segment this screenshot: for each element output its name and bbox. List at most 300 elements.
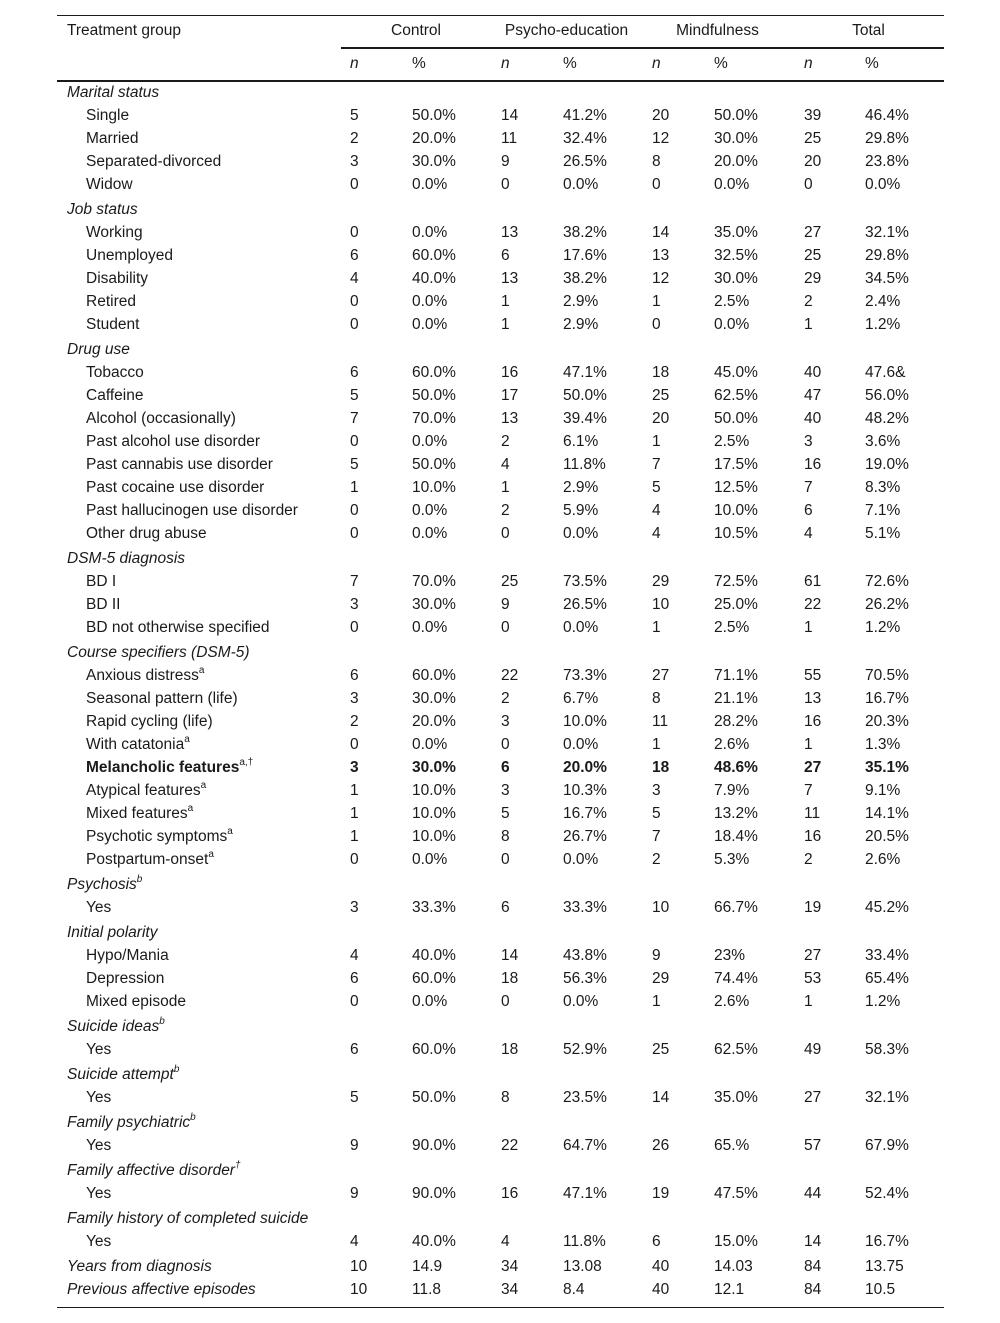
cell-control-pct: 50.0%	[412, 1089, 456, 1106]
cell-control-n: 3	[350, 153, 359, 170]
cell-total-n: 16	[804, 456, 822, 473]
cell-control-n: 10	[350, 1258, 368, 1275]
row-label	[86, 666, 204, 686]
cell-psychoeducation-n: 22	[501, 667, 519, 684]
cell-mindfulness-pct: 15.0%	[714, 1233, 758, 1250]
row-label	[86, 292, 136, 312]
row-label-text: Married	[86, 130, 139, 147]
cell-psychoeducation-pct: 26.5%	[563, 153, 607, 170]
cell-total-n: 6	[804, 502, 813, 519]
cell-psychoeducation-pct: 39.4%	[563, 410, 607, 427]
cell-mindfulness-n: 25	[652, 1041, 670, 1058]
cell-total-pct: 1.3%	[865, 736, 901, 753]
cell-total-n: 40	[804, 410, 822, 427]
cell-psychoeducation-pct: 38.2%	[563, 270, 607, 287]
cell-total-n: 57	[804, 1137, 822, 1154]
cell-mindfulness-pct: 10.0%	[714, 502, 758, 519]
cell-psychoeducation-n: 0	[501, 619, 510, 636]
row-label-text: BD not otherwise specified	[86, 619, 270, 636]
cell-mindfulness-n: 26	[652, 1137, 670, 1154]
cell-psychoeducation-pct: 32.4%	[563, 130, 607, 147]
cell-total-pct: 29.8%	[865, 247, 909, 264]
cell-mindfulness-n: 10	[652, 899, 670, 916]
subheader-pct-control: %	[412, 55, 426, 72]
cell-psychoeducation-pct: 38.2%	[563, 224, 607, 241]
cell-total-pct: 58.3%	[865, 1041, 909, 1058]
cell-mindfulness-pct: 45.0%	[714, 364, 758, 381]
subheader-n-total: n	[804, 55, 813, 72]
cell-control-n: 3	[350, 690, 359, 707]
cell-control-pct: 0.0%	[412, 176, 448, 193]
cell-total-pct: 0.0%	[865, 176, 901, 193]
section-label	[67, 200, 138, 220]
cell-total-n: 27	[804, 759, 822, 776]
cell-mindfulness-n: 1	[652, 993, 661, 1010]
row-label	[86, 524, 207, 544]
row-label	[86, 106, 129, 126]
cell-control-pct: 90.0%	[412, 1137, 456, 1154]
row-label	[86, 223, 143, 243]
cell-control-pct: 40.0%	[412, 1233, 456, 1250]
section-label	[67, 643, 250, 663]
cell-psychoeducation-n: 0	[501, 525, 510, 542]
footnote-marker: a	[187, 802, 194, 814]
cell-total-n: 25	[804, 247, 822, 264]
cell-control-pct: 50.0%	[412, 387, 456, 404]
cell-control-n: 4	[350, 1233, 359, 1250]
cell-total-pct: 65.4%	[865, 970, 909, 987]
cell-psychoeducation-pct: 11.8%	[563, 1233, 606, 1250]
footnote-marker: b	[173, 1063, 180, 1075]
cell-control-pct: 50.0%	[412, 456, 456, 473]
cell-control-pct: 0.0%	[412, 525, 448, 542]
row-label-text: Family history of completed suicide	[67, 1210, 309, 1227]
cell-total-pct: 26.2%	[865, 596, 909, 613]
section-label	[67, 549, 185, 569]
cell-mindfulness-pct: 17.5%	[714, 456, 758, 473]
cell-mindfulness-pct: 62.5%	[714, 387, 758, 404]
cell-total-pct: 33.4%	[865, 947, 909, 964]
cell-psychoeducation-pct: 50.0%	[563, 387, 607, 404]
cell-mindfulness-pct: 14.03	[714, 1258, 753, 1275]
cell-total-n: 2	[804, 851, 813, 868]
cell-control-n: 0	[350, 176, 359, 193]
cell-mindfulness-pct: 72.5%	[714, 573, 758, 590]
cell-control-pct: 10.0%	[412, 828, 456, 845]
cell-psychoeducation-pct: 2.9%	[563, 293, 599, 310]
cell-psychoeducation-n: 9	[501, 153, 510, 170]
cell-psychoeducation-n: 16	[501, 364, 519, 381]
cell-psychoeducation-n: 17	[501, 387, 519, 404]
cell-total-n: 19	[804, 899, 822, 916]
row-label-text: Years from diagnosis	[67, 1258, 212, 1275]
cell-psychoeducation-n: 2	[501, 690, 510, 707]
row-label-text: Psychotic symptoms	[86, 828, 228, 845]
cell-total-n: 11	[804, 805, 821, 822]
cell-psychoeducation-n: 4	[501, 1233, 510, 1250]
cell-mindfulness-n: 1	[652, 736, 661, 753]
cell-psychoeducation-n: 0	[501, 736, 510, 753]
cell-control-pct: 60.0%	[412, 667, 456, 684]
cell-total-n: 25	[804, 130, 822, 147]
header-bottom-rule	[57, 80, 944, 82]
cell-total-pct: 1.2%	[865, 619, 901, 636]
row-label-text: Hypo/Mania	[86, 947, 169, 964]
cell-control-n: 6	[350, 247, 359, 264]
row-label	[86, 129, 139, 149]
cell-mindfulness-n: 14	[652, 1089, 670, 1106]
footnote-marker: a	[198, 664, 205, 676]
cell-mindfulness-pct: 50.0%	[714, 410, 758, 427]
row-label	[86, 315, 139, 335]
footnote-marker: b	[190, 1111, 196, 1123]
cell-control-pct: 0.0%	[412, 316, 448, 333]
cell-control-n: 1	[350, 782, 359, 799]
cell-mindfulness-n: 40	[652, 1281, 670, 1298]
cell-psychoeducation-n: 0	[501, 993, 510, 1010]
row-label	[86, 455, 273, 475]
cell-control-pct: 40.0%	[412, 947, 456, 964]
row-label	[86, 572, 116, 592]
cell-control-pct: 11.8	[412, 1281, 442, 1298]
row-label-text: Depression	[86, 970, 165, 987]
cell-total-pct: 20.5%	[865, 828, 909, 845]
row-label	[86, 689, 238, 709]
cell-psychoeducation-pct: 64.7%	[563, 1137, 607, 1154]
cell-control-pct: 0.0%	[412, 224, 448, 241]
row-label-text: Past hallucinogen use disorder	[86, 502, 298, 519]
cell-total-pct: 35.1%	[865, 759, 909, 776]
row-label-text: Retired	[86, 293, 136, 310]
row-label	[86, 175, 133, 195]
row-label	[86, 595, 120, 615]
cell-psychoeducation-n: 13	[501, 270, 519, 287]
cell-mindfulness-n: 7	[652, 456, 661, 473]
cell-control-n: 9	[350, 1137, 359, 1154]
cell-total-n: 27	[804, 1089, 822, 1106]
cell-control-n: 0	[350, 224, 359, 241]
cell-mindfulness-n: 2	[652, 851, 661, 868]
cell-mindfulness-n: 25	[652, 387, 670, 404]
cell-control-pct: 40.0%	[412, 270, 456, 287]
cell-total-pct: 23.8%	[865, 153, 909, 170]
cell-control-n: 2	[350, 713, 359, 730]
cell-psychoeducation-pct: 10.0%	[563, 713, 607, 730]
cell-psychoeducation-n: 13	[501, 224, 519, 241]
cell-mindfulness-pct: 50.0%	[714, 107, 758, 124]
row-label-text: Yes	[86, 1233, 112, 1250]
cell-mindfulness-n: 29	[652, 573, 670, 590]
cell-control-n: 3	[350, 899, 359, 916]
row-label-text: Seasonal pattern (life)	[86, 690, 238, 707]
cell-control-n: 0	[350, 502, 359, 519]
cell-mindfulness-n: 8	[652, 153, 661, 170]
cell-total-pct: 13.75	[865, 1258, 904, 1275]
cell-mindfulness-n: 11	[652, 713, 669, 730]
cell-mindfulness-n: 5	[652, 479, 661, 496]
cell-psychoeducation-pct: 26.5%	[563, 596, 607, 613]
cell-total-n: 55	[804, 667, 822, 684]
cell-psychoeducation-n: 1	[501, 293, 510, 310]
row-label-header: Treatment group	[67, 22, 182, 39]
cell-psychoeducation-n: 11	[501, 130, 518, 147]
cell-control-n: 1	[350, 479, 359, 496]
cell-mindfulness-n: 6	[652, 1233, 661, 1250]
cell-psychoeducation-n: 34	[501, 1258, 519, 1275]
cell-mindfulness-pct: 21.1%	[714, 690, 758, 707]
cell-mindfulness-n: 14	[652, 224, 670, 241]
group-header-psychoeducation: Psycho-education	[504, 22, 629, 39]
cell-total-n: 84	[804, 1281, 822, 1298]
cell-control-n: 6	[350, 1041, 359, 1058]
cell-psychoeducation-n: 14	[501, 947, 519, 964]
cell-mindfulness-pct: 20.0%	[714, 153, 758, 170]
cell-total-n: 84	[804, 1258, 822, 1275]
cell-psychoeducation-n: 6	[501, 247, 510, 264]
cell-psychoeducation-n: 16	[501, 1185, 519, 1202]
row-label	[86, 758, 253, 778]
row-label	[86, 246, 173, 266]
row-label-text: DSM-5 diagnosis	[67, 550, 186, 567]
cell-mindfulness-pct: 47.5%	[714, 1185, 758, 1202]
cell-mindfulness-pct: 48.6%	[714, 759, 758, 776]
cell-control-n: 7	[350, 410, 359, 427]
cell-psychoeducation-pct: 47.1%	[563, 1185, 607, 1202]
cell-total-pct: 9.1%	[865, 782, 901, 799]
row-label-text: Job status	[67, 201, 138, 218]
cell-total-pct: 3.6%	[865, 433, 901, 450]
row-label-text: Suicide attempt	[67, 1066, 174, 1083]
cell-psychoeducation-pct: 6.1%	[563, 433, 599, 450]
cell-psychoeducation-n: 14	[501, 107, 519, 124]
cell-control-n: 0	[350, 525, 359, 542]
footnote-marker: b	[159, 1015, 165, 1027]
cell-psychoeducation-pct: 52.9%	[563, 1041, 607, 1058]
row-label-text: Separated-divorced	[86, 153, 222, 170]
cell-mindfulness-n: 3	[652, 782, 661, 799]
row-label	[86, 850, 214, 870]
cell-psychoeducation-pct: 5.9%	[563, 502, 599, 519]
footnote-marker: †	[234, 1159, 241, 1171]
cell-mindfulness-pct: 28.2%	[714, 713, 758, 730]
cell-control-n: 6	[350, 364, 359, 381]
cell-mindfulness-pct: 62.5%	[714, 1041, 758, 1058]
cell-control-pct: 60.0%	[412, 247, 456, 264]
cell-mindfulness-n: 0	[652, 176, 661, 193]
group-header-control: Control	[391, 22, 441, 39]
cell-mindfulness-pct: 12.5%	[714, 479, 758, 496]
row-label-text: Mixed features	[86, 805, 188, 822]
cell-mindfulness-pct: 66.7%	[714, 899, 758, 916]
row-label-text: Unemployed	[86, 247, 174, 264]
row-label-text: Previous affective episodes	[67, 1281, 256, 1298]
section-label	[67, 1065, 179, 1085]
group-header-mindfulness: Mindfulness	[676, 22, 759, 39]
row-label	[86, 827, 233, 847]
cell-control-pct: 90.0%	[412, 1185, 456, 1202]
cell-psychoeducation-pct: 26.7%	[563, 828, 607, 845]
row-label-text: Course specifiers (DSM-5)	[67, 644, 250, 661]
cell-control-pct: 60.0%	[412, 364, 456, 381]
cell-mindfulness-pct: 23%	[714, 947, 746, 964]
cell-total-pct: 32.1%	[865, 224, 909, 241]
cell-control-n: 2	[350, 130, 359, 147]
cell-total-n: 39	[804, 107, 822, 124]
cell-psychoeducation-pct: 47.1%	[563, 364, 607, 381]
footnote-marker: a	[227, 825, 233, 837]
cell-total-pct: 72.6%	[865, 573, 909, 590]
row-label-text: BD II	[86, 596, 121, 613]
row-label	[86, 152, 221, 172]
cell-control-n: 0	[350, 736, 359, 753]
cell-total-n: 1	[804, 736, 813, 753]
cell-mindfulness-n: 13	[652, 247, 670, 264]
cell-total-n: 22	[804, 596, 822, 613]
row-label-text: Working	[86, 224, 143, 241]
row-label	[86, 1184, 111, 1204]
row-label-text: Initial polarity	[67, 924, 158, 941]
cell-control-n: 3	[350, 759, 359, 776]
row-label-text: Past alcohol use disorder	[86, 433, 261, 450]
cell-psychoeducation-n: 18	[501, 1041, 519, 1058]
cell-control-n: 5	[350, 387, 359, 404]
footnote-marker: a,†	[239, 756, 254, 768]
group-header-total: Total	[852, 22, 885, 39]
cell-psychoeducation-pct: 16.7%	[563, 805, 607, 822]
cell-psychoeducation-n: 3	[501, 713, 510, 730]
cell-control-n: 5	[350, 107, 359, 124]
cell-psychoeducation-n: 5	[501, 805, 510, 822]
row-label-text: Melancholic features	[86, 759, 240, 776]
row-label-text: Student	[86, 316, 140, 333]
cell-mindfulness-n: 10	[652, 596, 670, 613]
cell-psychoeducation-pct: 2.9%	[563, 479, 599, 496]
cell-control-pct: 50.0%	[412, 107, 456, 124]
cell-mindfulness-pct: 65.%	[714, 1137, 750, 1154]
cell-psychoeducation-pct: 56.3%	[563, 970, 607, 987]
cell-total-n: 47	[804, 387, 822, 404]
row-label-text: Atypical features	[86, 782, 201, 799]
row-label	[86, 1040, 111, 1060]
cell-control-pct: 0.0%	[412, 619, 448, 636]
row-label-text: Mixed episode	[86, 993, 186, 1010]
cell-control-n: 5	[350, 1089, 359, 1106]
cell-total-pct: 70.5%	[865, 667, 909, 684]
row-label-text: Single	[86, 107, 130, 124]
cell-mindfulness-n: 4	[652, 525, 661, 542]
cell-total-n: 1	[804, 993, 813, 1010]
cell-mindfulness-n: 1	[652, 619, 661, 636]
cell-total-pct: 5.1%	[865, 525, 901, 542]
row-label-text: Widow	[86, 176, 133, 193]
row-label-text: BD I	[86, 573, 117, 590]
row-label-text: With catatonia	[86, 736, 185, 753]
cell-total-pct: 16.7%	[865, 1233, 909, 1250]
cell-psychoeducation-n: 0	[501, 176, 510, 193]
cell-mindfulness-pct: 71.1%	[714, 667, 758, 684]
cell-psychoeducation-pct: 0.0%	[563, 176, 599, 193]
cell-mindfulness-pct: 32.5%	[714, 247, 758, 264]
row-label	[86, 1136, 111, 1156]
cell-total-n: 4	[804, 525, 813, 542]
cell-total-pct: 52.4%	[865, 1185, 909, 1202]
cell-psychoeducation-pct: 43.8%	[563, 947, 607, 964]
row-label	[86, 992, 186, 1012]
cell-psychoeducation-n: 34	[501, 1281, 519, 1298]
row-label-text: Psychosis	[67, 876, 137, 893]
cell-total-pct: 56.0%	[865, 387, 909, 404]
row-label-text: Family psychiatric	[67, 1114, 191, 1131]
cell-total-n: 16	[804, 713, 822, 730]
row-label	[86, 898, 111, 918]
cell-psychoeducation-pct: 10.3%	[563, 782, 607, 799]
subheader-n-psychoeducation: n	[501, 55, 510, 72]
cell-control-n: 0	[350, 993, 359, 1010]
cell-mindfulness-pct: 2.5%	[714, 433, 750, 450]
cell-mindfulness-pct: 7.9%	[714, 782, 750, 799]
cell-mindfulness-pct: 2.5%	[714, 619, 750, 636]
cell-mindfulness-pct: 2.6%	[714, 993, 750, 1010]
cell-control-n: 7	[350, 573, 359, 590]
cell-control-n: 0	[350, 316, 359, 333]
row-label-text: Past cocaine use disorder	[86, 479, 265, 496]
section-label	[67, 1257, 212, 1277]
cell-control-pct: 20.0%	[412, 130, 456, 147]
cell-mindfulness-n: 1	[652, 293, 661, 310]
cell-total-n: 13	[804, 690, 822, 707]
cell-mindfulness-pct: 2.6%	[714, 736, 750, 753]
cell-total-pct: 2.6%	[865, 851, 901, 868]
cell-total-n: 53	[804, 970, 822, 987]
cell-psychoeducation-pct: 11.8%	[563, 456, 606, 473]
cell-total-pct: 46.4%	[865, 107, 909, 124]
cell-mindfulness-n: 9	[652, 947, 661, 964]
cell-psychoeducation-n: 9	[501, 596, 510, 613]
cell-mindfulness-pct: 35.0%	[714, 1089, 758, 1106]
cell-mindfulness-n: 20	[652, 107, 670, 124]
cell-total-n: 20	[804, 153, 822, 170]
cell-total-pct: 1.2%	[865, 993, 901, 1010]
cell-control-pct: 30.0%	[412, 690, 456, 707]
cell-mindfulness-pct: 18.4%	[714, 828, 758, 845]
cell-total-pct: 29.8%	[865, 130, 909, 147]
row-label	[86, 409, 236, 429]
cell-total-n: 49	[804, 1041, 822, 1058]
cell-control-n: 0	[350, 433, 359, 450]
cell-mindfulness-n: 12	[652, 270, 670, 287]
cell-mindfulness-pct: 10.5%	[714, 525, 758, 542]
cell-total-n: 3	[804, 433, 813, 450]
cell-psychoeducation-n: 13	[501, 410, 519, 427]
section-label	[67, 1161, 241, 1181]
cell-psychoeducation-n: 8	[501, 1089, 510, 1106]
row-label-text: Postpartum-onset	[86, 851, 209, 868]
row-label	[86, 501, 298, 521]
row-label	[86, 946, 169, 966]
row-label-text: Yes	[86, 1089, 112, 1106]
footnote-marker: a	[208, 848, 214, 860]
cell-control-pct: 30.0%	[412, 153, 456, 170]
cell-control-pct: 10.0%	[412, 479, 456, 496]
row-label-text: Disability	[86, 270, 149, 287]
section-label	[67, 1017, 165, 1037]
row-label-text: Other drug abuse	[86, 525, 207, 542]
cell-control-n: 1	[350, 828, 359, 845]
cell-psychoeducation-n: 8	[501, 828, 510, 845]
cell-mindfulness-n: 27	[652, 667, 670, 684]
footnote-marker: a	[184, 733, 190, 745]
row-label-text: Family affective disorder	[67, 1162, 235, 1179]
